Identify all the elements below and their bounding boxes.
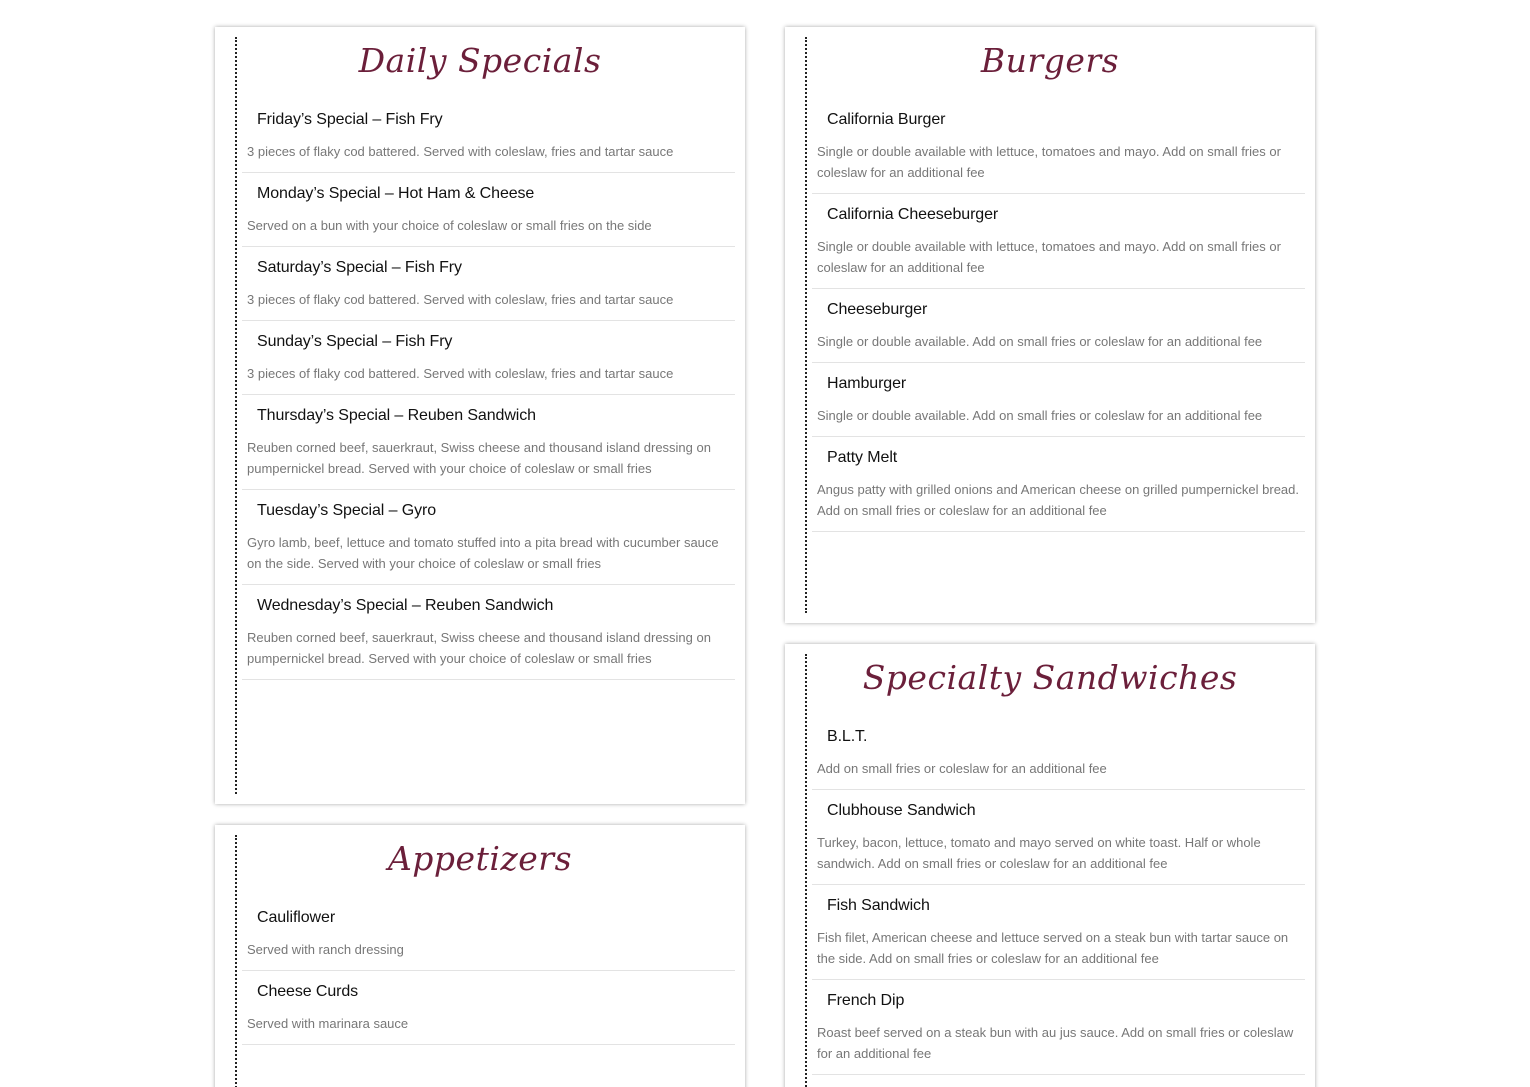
- menu-item-description: Single or double available with lettuce, tomatoes and mayo. Add on small fries or coleslaw for an additional fee: [817, 239, 1281, 275]
- menu-item: [812, 437, 1305, 532]
- menu-item-description: 3 pieces of flaky cod battered. Served with coleslaw, fries and tartar sauce: [247, 144, 674, 159]
- section-title: Appetizers: [387, 839, 573, 878]
- dotted-rule: [805, 37, 807, 613]
- daily-specials-card: [215, 27, 745, 804]
- menu-item-description: Turkey, bacon, lettuce, tomato and mayo served on white toast. Half or whole sandwich. Add on small fries or coleslaw for an additional fee: [817, 835, 1261, 871]
- menu-item: [812, 885, 1305, 980]
- menu-item-description: Single or double available. Add on small fries or coleslaw for an additional fee: [817, 408, 1263, 423]
- menu-item-name: California Burger: [827, 111, 946, 128]
- menu-item-description: Roast beef served on a steak bun with au jus sauce. Add on small fries or coleslaw for an additional fee: [817, 1025, 1294, 1061]
- burgers-card: [785, 27, 1315, 623]
- menu-item: [242, 490, 735, 585]
- menu-item: [242, 321, 735, 395]
- menu-item-name: Wednesday’s Special – Reuben Sandwich: [257, 597, 554, 614]
- section-title: Specialty Sandwiches: [862, 658, 1238, 697]
- menu-item-description: Single or double available. Add on small fries or coleslaw for an additional fee: [817, 334, 1263, 349]
- menu-item-description: 3 pieces of flaky cod battered. Served with coleslaw, fries and tartar sauce: [247, 366, 674, 381]
- menu-item-description: 3 pieces of flaky cod battered. Served with coleslaw, fries and tartar sauce: [247, 292, 674, 307]
- menu-item: [812, 99, 1305, 194]
- menu-item-list: [242, 99, 735, 680]
- menu-item: [242, 173, 735, 247]
- menu-item-name: Fish Sandwich: [827, 897, 930, 914]
- menu-item-description: Gyro lamb, beef, lettuce and tomato stuffed into a pita bread with cucumber sauce on the side. Served with your choice of coleslaw or small fries: [247, 535, 719, 571]
- menu-item-description: Add on small fries or coleslaw for an additional fee: [817, 761, 1107, 776]
- menu-item-list: [812, 99, 1305, 532]
- menu-item-name: Cauliflower: [257, 909, 336, 926]
- menu-item-name: Friday’s Special – Fish Fry: [257, 111, 443, 128]
- menu-item: [812, 194, 1305, 289]
- menu-item: [242, 99, 735, 173]
- menu-item-description: Single or double available with lettuce, tomatoes and mayo. Add on small fries or coleslaw for an additional fee: [817, 144, 1281, 180]
- menu-item-name: French Dip: [827, 992, 905, 1009]
- menu-item-name: California Cheeseburger: [827, 206, 999, 223]
- dotted-rule: [805, 654, 807, 1087]
- menu-item-description: Served with marinara sauce: [247, 1016, 409, 1031]
- specialty-sandwiches-card: [785, 644, 1315, 1087]
- menu-item-description: Served with ranch dressing: [247, 942, 404, 957]
- section-title: Burgers: [980, 41, 1120, 80]
- menu-item-description: Served on a bun with your choice of coleslaw or small fries on the side: [247, 218, 652, 233]
- menu-item: [812, 363, 1305, 437]
- menu-item-name: Hamburger: [827, 375, 907, 392]
- menu-item: [242, 897, 735, 971]
- menu-item-name: Patty Melt: [827, 449, 898, 466]
- menu-item: [812, 790, 1305, 885]
- menu-item: [242, 247, 735, 321]
- menu-item: [242, 395, 735, 490]
- section-title: Daily Specials: [358, 41, 602, 80]
- menu-item-name: Cheese Curds: [257, 983, 359, 1000]
- menu-item-name: Thursday’s Special – Reuben Sandwich: [257, 407, 536, 424]
- menu-item-list: [242, 897, 735, 1045]
- menu-item: [812, 289, 1305, 363]
- menu-item-name: Cheeseburger: [827, 301, 928, 318]
- menu-item: [812, 716, 1305, 790]
- menu-item-list: [812, 716, 1305, 1075]
- menu-item-name: Monday’s Special – Hot Ham & Cheese: [257, 185, 535, 202]
- appetizers-card: [215, 825, 745, 1087]
- menu-item-description: Angus patty with grilled onions and American cheese on grilled pumpernickel bread. Add on small fries or coleslaw for an additional fee: [817, 482, 1300, 518]
- menu-item-name: Tuesday’s Special – Gyro: [257, 502, 437, 519]
- menu-item: [242, 585, 735, 680]
- menu-item-name: Sunday’s Special – Fish Fry: [257, 333, 453, 350]
- menu-item-description: Reuben corned beef, sauerkraut, Swiss cheese and thousand island dressing on pumpernickel bread. Served with your choice of coleslaw or small fries: [247, 630, 711, 666]
- menu-item-name: B.L.T.: [827, 728, 868, 745]
- menu-item: [812, 980, 1305, 1075]
- menu-item-description: Fish filet, American cheese and lettuce served on a steak bun with tartar sauce on the side. Add on small fries or coleslaw for an additional fee: [817, 930, 1289, 966]
- menu-item: [242, 971, 735, 1045]
- menu-item-name: Clubhouse Sandwich: [827, 802, 976, 819]
- menu-item-name: Saturday’s Special – Fish Fry: [257, 259, 462, 276]
- dotted-rule: [235, 37, 237, 794]
- menu-item-description: Reuben corned beef, sauerkraut, Swiss cheese and thousand island dressing on pumpernickel bread. Served with your choice of coleslaw or small fries: [247, 440, 711, 476]
